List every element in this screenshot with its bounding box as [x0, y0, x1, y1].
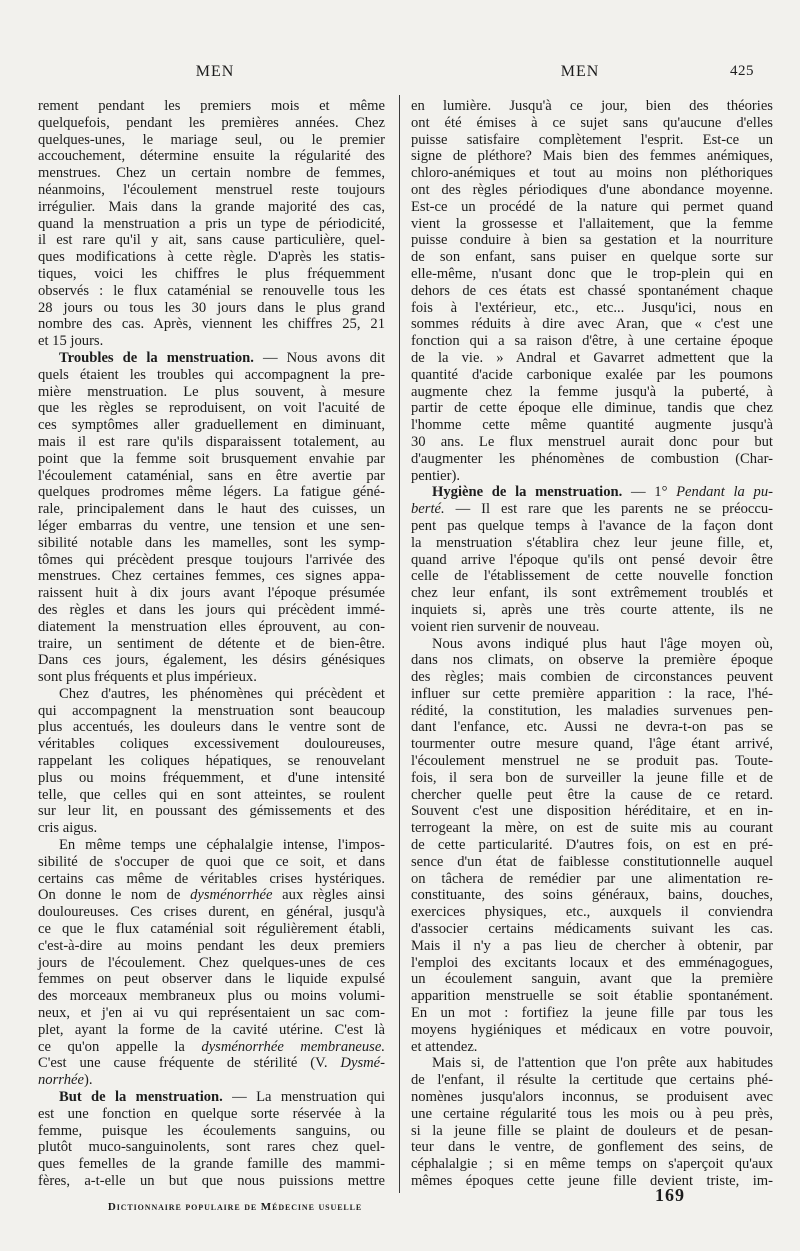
text-line [411, 921, 773, 938]
line-text [38, 887, 385, 903]
line-text: si la jeune fille se plaint de douleurs et de pesan- [411, 1122, 773, 1139]
line-text: observés : le flux cataménial se renouvelle tous les [38, 282, 385, 299]
line-text: celle de l'établissement de cette nouvelle fonction [411, 568, 773, 585]
line-text: terrogeant la mère, on est de suite mis au courant [411, 820, 773, 837]
line-text: est une fonction en quelque sorte réservée à la [38, 1105, 385, 1122]
text-line [411, 1089, 773, 1106]
line-text: sence d'un état de faiblesse constitutionnelle auquel [411, 853, 773, 870]
text-line [38, 1173, 385, 1190]
column-divider [399, 95, 400, 1193]
line-text: rement pendant les premiers mois et même [38, 98, 385, 114]
text-line [411, 182, 773, 199]
line-text: douloureuses. Ces crises durent, en général, jusqu'à [38, 904, 385, 921]
line-text: 30 ans. Le flux menstruel aurait donc pour but [411, 433, 773, 450]
text-line [411, 501, 773, 518]
line-text: mière menstruation. Le plus souvent, à mesure [38, 383, 385, 400]
line-text: irrégulier. Mais dans la grande majorité des cas, [38, 198, 385, 215]
line-text: partir de cette époque elle diminue, tandis que chez [411, 400, 773, 417]
text-line [38, 955, 385, 972]
line-text: chez leur enfant, ils sont extrêmement troublés et [411, 585, 773, 602]
line-text: cris aigus. [38, 820, 98, 837]
text-line [411, 736, 773, 753]
text-line [411, 165, 773, 182]
line-text: moyens hygiéniques et médicaux en votre pouvoir, [411, 1021, 773, 1038]
text-line [38, 283, 385, 300]
text-line [411, 1123, 773, 1140]
text-line [411, 333, 773, 350]
line-text: l'homme cette même quantité augmente jusqu'à [411, 417, 773, 434]
line-text: on tâchera de remédier par une alimentation re- [411, 870, 773, 887]
text-line [411, 1022, 773, 1039]
text-line [411, 686, 773, 703]
line-text: quelques-unes, le mariage seul, ou le premier [38, 131, 385, 148]
line-text: femme, puisque les écoulements sanguins, ou [38, 1122, 385, 1139]
text-line [38, 400, 385, 417]
line-text: l'écoulement cataménial, sans en être avertie par [38, 467, 385, 484]
line-text: pentier). [411, 467, 461, 484]
text-line [38, 686, 385, 703]
text-line [38, 148, 385, 165]
text-line [38, 182, 385, 199]
text-line [38, 132, 385, 149]
line-text: de la vie. » Andral et Gavarret admettent que la [411, 349, 773, 366]
text-line [411, 199, 773, 216]
line-text: néanmoins, l'écoulement menstruel reste toujours [38, 181, 385, 198]
line-text: qui accompagnent la menstruation sont beaucoup [38, 702, 385, 719]
text-run: — Il est rare que les parents ne se préoccu- [444, 501, 773, 518]
text-line [411, 787, 773, 804]
line-text: des morceaux membraneux plus ou moins volumi- [38, 988, 385, 1005]
text-line [38, 938, 385, 955]
text-line [411, 232, 773, 249]
text-line [38, 988, 385, 1005]
line-text: nombre des cas. Après, viennent les chiffres 25, 21 [38, 316, 385, 333]
text-run: On donne le nom de [38, 887, 191, 904]
text-line [411, 568, 773, 585]
text-line [38, 434, 385, 451]
text-line [411, 669, 773, 686]
line-text: Chez d'autres, les phénomènes qui précèdent et [59, 685, 385, 702]
line-text: nomènes jusqu'alors inconnus, se produisent avec [411, 1089, 773, 1106]
paragraph [38, 837, 385, 1089]
text-line [38, 1123, 385, 1140]
left-column [38, 98, 385, 1190]
text-line [411, 904, 773, 921]
line-text [38, 1072, 92, 1088]
text-line [38, 585, 385, 602]
text-line [38, 216, 385, 233]
text-line [38, 703, 385, 720]
line-text: dant l'enfance, etc. Aussi ne devra-t-on pas se [411, 719, 773, 736]
paragraph [411, 636, 773, 1056]
line-text: Mais il n'y a pas lieu de chercher à obtenir, par [411, 937, 773, 954]
text-line [411, 652, 773, 669]
text-line [38, 535, 385, 552]
paragraph [38, 350, 385, 686]
text-line [411, 619, 773, 636]
line-text: quels étaient les troubles qui accompagnent la pre- [38, 366, 385, 383]
line-text: quand arrive l'époque qu'ils ont pensé devoir être [411, 551, 773, 568]
line-text: de cette particularité. D'autres fois, on est en pré- [411, 837, 773, 854]
text-run: ). [83, 1072, 93, 1089]
line-text: quand la menstruation a pris un type de périodicité, [38, 215, 385, 232]
text-line [38, 837, 385, 854]
line-text: sibilité de s'occuper de quoi que ce soit, et dans [38, 853, 385, 870]
text-line [38, 1055, 385, 1072]
line-text: teur dans le ventre, de gonflement des seins, de [411, 1139, 773, 1156]
line-text: inquiets si, après une très courte attente, ils ne [411, 601, 773, 618]
text-line [38, 669, 385, 686]
line-text: de l'enfant, il résulte la certitude que certains phé- [411, 1072, 773, 1089]
line-text: point que la femme soit brusquement envahie par [38, 450, 385, 467]
text-line [411, 1072, 773, 1089]
text-line [38, 1005, 385, 1022]
line-text: vient la grossesse et l'allaitement, que la femme [411, 215, 773, 232]
text-line [411, 1139, 773, 1156]
line-text [59, 350, 385, 366]
line-text: des règles et dans les jours qui précèdent immé- [38, 601, 385, 618]
line-text: En un mot : fortifiez la jeune fille par tous les [411, 1005, 773, 1022]
line-text: fères, a-t-elle un but que nous puissions mettre [38, 1173, 385, 1189]
line-text: ont des règles périodiques d'une abondance moyenne. [411, 181, 773, 198]
text-line [411, 871, 773, 888]
line-text: influer sur cette première apparition : la race, l'hé- [411, 685, 773, 702]
section-heading: But de la menstruation. [59, 1089, 223, 1106]
text-line [411, 552, 773, 569]
line-text: tiques, voici les chiffres le plus fréquemment [38, 265, 385, 282]
text-line [38, 501, 385, 518]
line-text: une certaine régularité tous les mois ou à peu près, [411, 1105, 773, 1122]
text-line [38, 199, 385, 216]
line-text: céphalalgie ; si en même temps on s'aperçoit qu'aux [411, 1156, 773, 1173]
line-text: constituante, des soins généraux, bains, douches, [411, 887, 773, 904]
line-text [411, 501, 773, 517]
text-line [38, 98, 385, 115]
line-text [432, 484, 773, 500]
text-line [38, 719, 385, 736]
text-run: — La menstruation qui [222, 1089, 385, 1106]
paragraph [38, 1089, 385, 1190]
line-text: traire, un sentiment de détente et de bien-être. [38, 635, 385, 652]
text-line [38, 736, 385, 753]
line-text: d'augmenter les phénomènes de combustion (Char- [411, 450, 773, 467]
text-line [38, 468, 385, 485]
line-text: certains cas même de véritables crises hystériques. [38, 870, 385, 887]
text-line [411, 266, 773, 283]
line-text: signe de pléthore? Mais bien des femmes anémiques, [411, 148, 773, 165]
text-line [38, 871, 385, 888]
text-line [38, 619, 385, 636]
text-line [38, 854, 385, 871]
italic-text: berté. [411, 501, 445, 518]
book-title-footer: Dictionnaire populaire de Médecine usuelle [107, 1201, 363, 1213]
line-text: 28 jours ou tous les 30 jours dans le plus grand [38, 299, 385, 316]
text-line [411, 518, 773, 535]
text-line [411, 384, 773, 401]
line-text: quantité d'acide carbonique exalée par les poumons [411, 366, 773, 383]
text-line [38, 921, 385, 938]
text-line [38, 232, 385, 249]
line-text: Souvent c'est une disposition héréditaire, et en in- [411, 803, 773, 820]
text-line [411, 468, 773, 485]
line-text: menstrues. Chez un certain nombre de femmes, [38, 165, 385, 182]
text-line [38, 518, 385, 535]
text-line [411, 971, 773, 988]
text-line [38, 384, 385, 401]
line-text: l'écoulement menstruel ne se produit pas. Toute- [411, 753, 773, 770]
text-line [411, 770, 773, 787]
line-text: quelquefois, pendant les premières années. Chez [38, 114, 385, 131]
text-line [38, 1139, 385, 1156]
paragraph [38, 98, 385, 350]
text-line [38, 1089, 385, 1106]
text-line [38, 971, 385, 988]
line-text: sont plus fréquents et plus impérieux. [38, 669, 257, 686]
line-text: sibilité notable dans les mamelles, sont les symp- [38, 534, 385, 551]
line-text: léger embarras du ventre, une tension et une sen- [38, 517, 385, 534]
line-text: des règles; mais combien de circonstances peuvent [411, 669, 773, 686]
right-column [411, 98, 773, 1190]
line-text: Mais si, de l'attention que l'on prête aux habitudes [432, 1055, 773, 1072]
text-line [38, 367, 385, 384]
text-line [411, 451, 773, 468]
italic-text: Pendant la pu- [676, 484, 773, 501]
text-line [411, 602, 773, 619]
text-line [411, 955, 773, 972]
line-text: plus ou moins fréquemment, et d'une intensité [38, 769, 385, 786]
text-line [38, 770, 385, 787]
line-text: quelques prodromes même légers. La fatigue géné- [38, 484, 385, 501]
line-text: l'emploi des excitants locaux et des emménagogues, [411, 954, 773, 971]
line-text: et attendez. [411, 1038, 478, 1055]
line-text: plet, ayant la forme de la cavité utérine. C'est là [38, 1021, 385, 1038]
section-heading: Hygiène de la menstruation. [432, 484, 623, 501]
paragraph [411, 484, 773, 635]
text-line [38, 820, 385, 837]
line-text: exercices physiques, etc., auxquels il conviendra [411, 904, 773, 921]
text-line [411, 115, 773, 132]
text-line [411, 316, 773, 333]
text-line [38, 266, 385, 283]
line-text: tômes qui précèdent presque toujours l'arrivée des [38, 551, 385, 568]
text-line [411, 535, 773, 552]
text-line [38, 636, 385, 653]
text-line [411, 854, 773, 871]
line-text: que les règles se reproduisent, on voit l'acuité de [38, 400, 385, 417]
text-line [411, 1156, 773, 1173]
text-line [411, 216, 773, 233]
page-number: 425 [730, 63, 754, 79]
text-line [411, 837, 773, 854]
line-text: rappelant les coliques hépatiques, se renouvelant [38, 753, 385, 770]
text-line [38, 316, 385, 333]
text-line [38, 887, 385, 904]
text-line [38, 417, 385, 434]
line-text: pent pas quelque temps à l'avance de la façon dont [411, 517, 773, 534]
line-text: Dans ces jours, également, les désirs génésiques [38, 652, 385, 669]
line-text: accouchement, détermine ensuite la régularité des [38, 148, 385, 165]
text-line [38, 484, 385, 501]
line-text: augmente chez la femme jusqu'à la puberté, à [411, 383, 773, 400]
paragraph [411, 98, 773, 484]
italic-text: norrhée [38, 1072, 84, 1089]
text-line [411, 1106, 773, 1123]
line-text: jours de l'écoulement. Chez quelques-unes de ces [38, 954, 385, 971]
line-text: rédité, la constitution, les maladies survenues pen- [411, 702, 773, 719]
line-text: tourmenter outre mesure quand, l'âge étant arrivé, [411, 736, 773, 753]
line-text: femmes on peut observer dans le liquide expulsé [38, 971, 385, 988]
text-line [411, 350, 773, 367]
line-text [59, 1089, 385, 1105]
line-text: mêmes époques cette jeune fille devient triste, im- [411, 1173, 773, 1189]
text-line [38, 1022, 385, 1039]
text-line [411, 820, 773, 837]
text-run: aux règles ainsi [272, 887, 385, 904]
line-text: dehors de ces états est chassé spontanément chaque [411, 282, 773, 299]
italic-text: dysménorrhée membraneuse. [201, 1038, 385, 1055]
text-line [411, 434, 773, 451]
line-text: puisse satisfaire complètement l'esprit. Est-ce un [411, 131, 773, 148]
text-line [411, 367, 773, 384]
text-line [38, 552, 385, 569]
line-text: neux, et j'en ai vu qui représentaient un sac com- [38, 1005, 385, 1022]
text-line [38, 602, 385, 619]
text-line [411, 400, 773, 417]
line-text [38, 1055, 385, 1071]
text-line [411, 148, 773, 165]
line-text: la menstruation s'établira chez leur jeune fille, et, [411, 534, 773, 551]
line-text: rale, principalement dans le haut des cuisses, un [38, 501, 385, 518]
text-line [411, 887, 773, 904]
line-text: véritables coliques excessivement douloureuses, [38, 736, 385, 753]
line-text: et 15 jours. [38, 333, 104, 350]
text-line [38, 1156, 385, 1173]
line-text: en lumière. Jusqu'à ce jour, bien des théories [411, 98, 773, 114]
text-line [411, 283, 773, 300]
text-line [411, 585, 773, 602]
line-text: puisse conduire à bien sa gestation et la nourriture [411, 232, 773, 249]
text-line [38, 803, 385, 820]
text-line [411, 1005, 773, 1022]
line-text: sommes réduits à dire avec Aran, que « c'est une [411, 316, 773, 333]
text-line [38, 568, 385, 585]
text-line [411, 938, 773, 955]
line-text: fonction qui a sa raison d'être, à une certaine époque [411, 333, 773, 350]
line-text: chloro-anémiques et tout au moins non pléthoriques [411, 165, 773, 182]
line-text: En même temps une céphalalgie intense, l'impos- [59, 837, 385, 854]
running-head-left: MEN [195, 63, 235, 80]
text-line [38, 451, 385, 468]
text-line [411, 988, 773, 1005]
line-text: ques modifications à cette règle. D'après les statis- [38, 249, 385, 266]
line-text: ont été émises à ce sujet sans qu'aucune d'elles [411, 114, 773, 131]
text-run: — 1° [622, 484, 677, 501]
paragraph [38, 686, 385, 837]
line-text: d'associer certains médicaments suivant les cas. [411, 921, 773, 938]
line-text: Nous avons indiqué plus haut l'âge moyen où, [432, 635, 773, 652]
line-text: menstrues. Chez certaines femmes, ces signes appa- [38, 568, 385, 585]
line-text [38, 1039, 385, 1055]
line-text: Est-ce un procédé de la nature qui permet quand [411, 198, 773, 215]
italic-text: Dysmé- [340, 1055, 385, 1072]
text-line [38, 115, 385, 132]
running-head-right: MEN [560, 63, 600, 80]
text-line [38, 652, 385, 669]
text-line [411, 753, 773, 770]
line-text: voient rien survenir de nouveau. [411, 618, 600, 635]
text-run: ce qu'on appelle la [38, 1038, 202, 1055]
text-line [411, 1055, 773, 1072]
text-line [411, 249, 773, 266]
line-text: ces symptômes aller graduellement en diminuant, [38, 417, 385, 434]
line-text: diatement la menstruation elles éprouvent, au con- [38, 618, 385, 635]
line-text: sur leur lit, en poussant des gémissements et des [38, 803, 385, 820]
text-line [38, 1072, 385, 1089]
text-line [38, 249, 385, 266]
line-text: telle, que celles qui en sont atteintes, se roulent [38, 786, 385, 803]
text-line [38, 787, 385, 804]
text-line [411, 719, 773, 736]
text-line [38, 350, 385, 367]
text-line [38, 333, 385, 350]
line-text: raissent huit à dix jours avant l'époque présumée [38, 585, 385, 602]
text-line [38, 300, 385, 317]
text-line [38, 1039, 385, 1056]
text-line [411, 703, 773, 720]
text-line [38, 753, 385, 770]
line-text: fois à l'extérieur, etc., etc... Jusqu'ici, nous en [411, 299, 773, 316]
line-text: apparition menstruelle se soit établie spontanément. [411, 988, 773, 1005]
line-text: elle-même, n'usant donc que le trop-plein qui en [411, 265, 773, 282]
text-line [411, 636, 773, 653]
line-text: un écoulement sanguin, avant que la première [411, 971, 773, 988]
text-line [411, 98, 773, 115]
line-text: mais il est rare qu'ils disparaissent totalement, au [38, 433, 385, 450]
paragraph [411, 1055, 773, 1189]
line-text: fois, il sera bon de surveiller la jeune fille et de [411, 769, 773, 786]
line-text: dans nos climats, on observe la première époque [411, 652, 773, 669]
section-heading: Troubles de la menstruation. [59, 349, 254, 366]
line-text: de son enfant, sans puiser en quelque sorte sur [411, 249, 773, 266]
text-line [38, 165, 385, 182]
signature-mark: 169 [655, 1185, 685, 1205]
line-text: plutôt muco-sanguinolents, sont rares chez quel- [38, 1139, 385, 1156]
text-line [411, 803, 773, 820]
text-line [38, 904, 385, 921]
text-line [411, 132, 773, 149]
text-line [411, 1173, 773, 1190]
line-text: ce que le flux cataménial soit régulièrement établi, [38, 921, 385, 938]
text-line [411, 300, 773, 317]
text-run: — Nous avons dit [253, 349, 385, 366]
text-line [411, 1039, 773, 1056]
text-line [411, 417, 773, 434]
line-text: ques femelles de la grande famille des mammi- [38, 1156, 385, 1173]
text-line [411, 484, 773, 501]
line-text: il est rare qu'il y ait, sans cause particulière, quel- [38, 232, 385, 249]
line-text: c'est-à-dire au moins pendant les deux premiers [38, 937, 385, 954]
italic-text: dysménorrhée [190, 887, 273, 904]
line-text: chercher quelle peut être la cause de ce retard. [411, 786, 773, 803]
line-text: plus accentués, les douleurs dans le ventre sont de [38, 719, 385, 736]
text-line [38, 1106, 385, 1123]
text-run: C'est une cause fréquente de stérilité (V. [38, 1055, 341, 1072]
